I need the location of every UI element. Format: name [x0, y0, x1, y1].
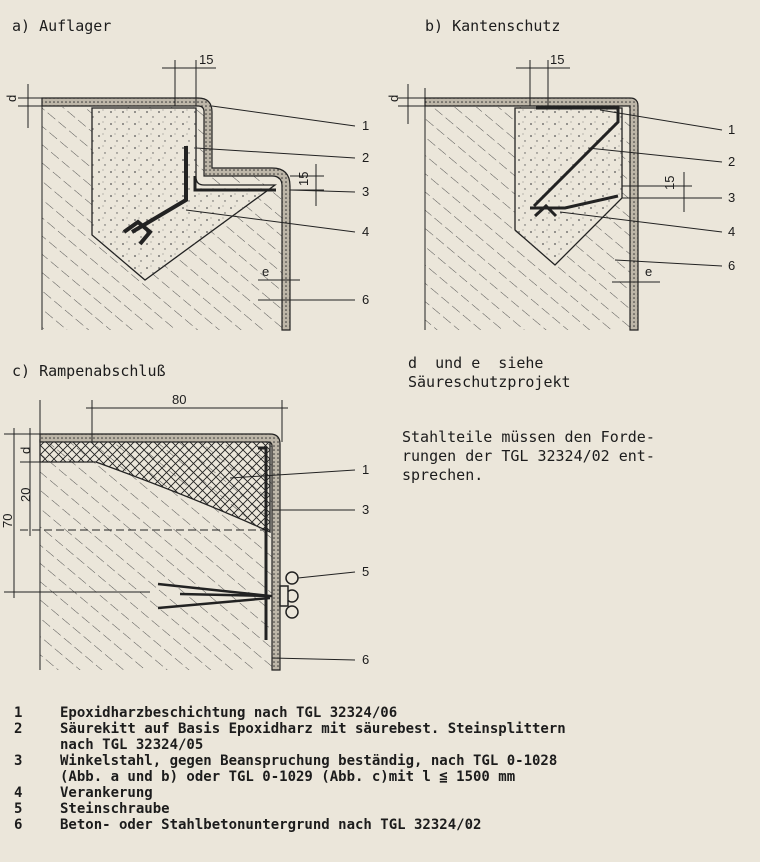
figure-b-title: b) Kantenschutz [425, 17, 561, 35]
dim-15-side-b: 15 [662, 175, 677, 190]
callout-3-c: 3 [362, 502, 370, 517]
dim-e-b: e [645, 264, 653, 279]
callout-6-a: 6 [362, 292, 370, 307]
dim-d-a: d [4, 94, 19, 102]
dim-70-c: 70 [0, 513, 15, 528]
callout-2-b: 2 [728, 154, 736, 169]
note-d-e: d und e siehe Säureschutzprojekt [408, 354, 571, 391]
legend-item: 1 Epoxidharzbeschichtung nach TGL 32324/06 [14, 705, 398, 721]
callout-1-a: 1 [362, 118, 370, 133]
dim-d-c: d [18, 446, 33, 454]
callout-6-b: 6 [728, 258, 736, 273]
callout-2-a: 2 [362, 150, 370, 165]
dim-e-a: e [262, 264, 270, 279]
note-stahlteile: Stahlteile müssen den Forde- rungen der TGL 32324/02 ent- sprechen. [402, 428, 655, 484]
legend [14, 705, 754, 833]
callout-4-b: 4 [728, 224, 736, 239]
dim-15-top-a: 15 [199, 52, 214, 67]
callout-1-b: 1 [728, 122, 736, 137]
dim-d-b: d [386, 94, 401, 102]
dim-15-top-b: 15 [550, 52, 565, 67]
callout-3-b: 3 [728, 190, 736, 205]
figure-a-title: a) Auflager [12, 17, 112, 35]
figure-c [0, 362, 369, 670]
dim-15-side-a: 15 [296, 171, 311, 186]
callout-5-c: 5 [362, 564, 370, 579]
legend-item: 2 Säurekitt auf Basis Epoxidharz mit säurebest. Steinsplittern nach TGL 32324/05 [14, 721, 566, 753]
legend-item: 4 Verankerung [14, 785, 153, 801]
figure-a [4, 17, 369, 330]
figure-b [386, 17, 735, 330]
callout-1-c: 1 [362, 462, 370, 477]
bolt-nuts [280, 572, 298, 618]
callout-3-a: 3 [362, 184, 370, 199]
legend-item: 6 Beton- oder Stahlbetonuntergrund nach TGL 32324/02 [14, 817, 482, 833]
dim-80-c: 80 [172, 392, 187, 407]
dim-20-c: 20 [18, 487, 33, 502]
callout-6-c: 6 [362, 652, 370, 667]
legend-item: 5 Steinschraube [14, 801, 170, 817]
legend-item: 3 Winkelstahl, gegen Beanspruchung beständig, nach TGL 0-1028 (Abb. a und b) oder TGL 0-1029 (Abb. c)mit l ≦ 1500 mm [14, 753, 558, 785]
callout-4-a: 4 [362, 224, 370, 239]
figure-c-title: c) Rampenabschluß [12, 362, 166, 380]
